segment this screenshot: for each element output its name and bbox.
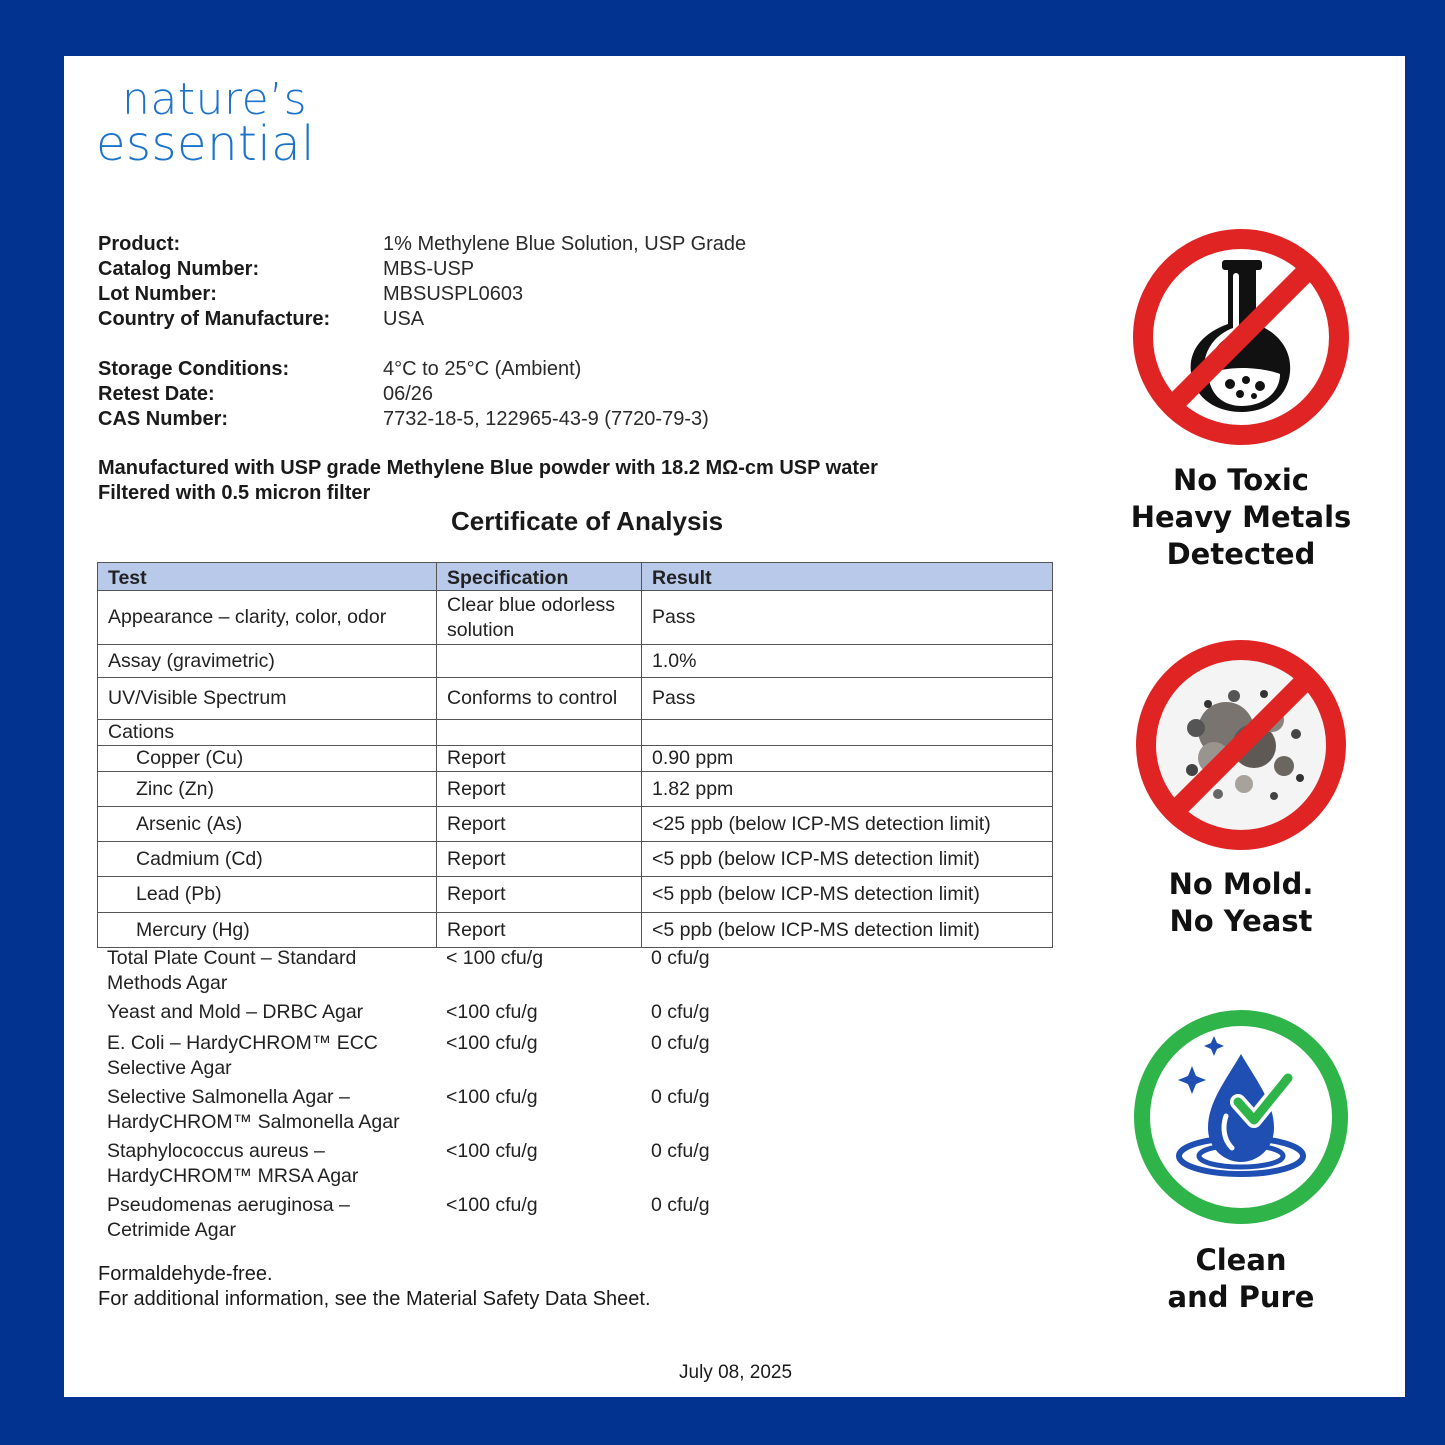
info-row: Catalog Number: MBS-USP [98, 258, 475, 280]
info-row: Lot Number: MBSUSPL0603 [98, 283, 524, 305]
info-row: Storage Conditions: 4°C to 25°C (Ambient) [98, 358, 582, 380]
certificate-title: Certificate of Analysis [451, 506, 724, 536]
badge-caption: No Mold. No Yeast [1168, 867, 1314, 938]
no-mold-icon [1134, 638, 1348, 852]
table-row: Appearance – clarity, color, odor Clear blue odorless solution Pass [98, 591, 1053, 645]
certificate-sheet [64, 56, 1405, 1397]
table-row: Lead (Pb) Report <5 ppb (below ICP-MS detection limit) [98, 877, 1053, 913]
list-item: Selective Salmonella Agar – HardyCHROM™ Salmonella Agar <100 cfu/g 0 cfu/g [107, 1086, 710, 1133]
badge-caption: No Toxic Heavy Metals Detected [1130, 463, 1352, 571]
storage-info [98, 357, 709, 432]
table-row: Zinc (Zn) Report 1.82 ppm [98, 772, 1053, 807]
brand-line-1: nature’s [122, 74, 308, 125]
info-row: Product: 1% Methylene Blue Solution, USP Grade [98, 233, 747, 255]
list-item: Pseudomenas aeruginosa – Cetrimide Agar <100 cfu/g 0 cfu/g [107, 1194, 710, 1241]
list-item: Staphylococcus aureus – HardyCHROM™ MRSA Agar <100 cfu/g 0 cfu/g [107, 1140, 710, 1187]
brand-line-2: essential [96, 116, 315, 172]
badge-caption: Clean and Pure [1167, 1243, 1315, 1314]
brand-logo [96, 74, 315, 172]
list-item: E. Coli – HardyCHROM™ ECC Selective Agar <100 cfu/g 0 cfu/g [107, 1032, 710, 1079]
table-header-row: Test Specification Result [98, 563, 1053, 591]
analysis-table [97, 562, 1053, 948]
table-row: Assay (gravimetric) 1.0% [98, 645, 1053, 678]
footer-notes: Formaldehyde-free. For additional information, see the Material Safety Data Sheet. [98, 1263, 651, 1310]
table-row: Mercury (Hg) Report <5 ppb (below ICP-MS detection limit) [98, 913, 1053, 948]
table-row: Copper (Cu) Report 0.90 ppm [98, 746, 1053, 772]
product-info [98, 232, 746, 332]
table-row: Cadmium (Cd) Report <5 ppb (below ICP-MS detection limit) [98, 842, 1053, 877]
manufacturing-note: Manufactured with USP grade Methylene Blue powder with 18.2 MΩ-cm USP water Filtered with 0.5 micron filter [98, 457, 878, 504]
clean-pure-icon [1130, 1006, 1352, 1228]
microbiology-table [97, 946, 1053, 1247]
no-heavy-metals-icon [1130, 226, 1352, 448]
info-row: Country of Manufacture: USA [98, 308, 425, 330]
table-row: Cations [98, 720, 1053, 746]
info-row: CAS Number: 7732-18-5, 122965-43-9 (7720-79-3) [98, 408, 709, 430]
table-row: UV/Visible Spectrum Conforms to control Pass [98, 678, 1053, 720]
badge-no-mold [1126, 638, 1356, 940]
info-row: Retest Date: 06/26 [98, 383, 434, 405]
issue-date: July 08, 2025 [679, 1362, 793, 1383]
badge-clean-pure [1126, 1006, 1356, 1316]
badge-no-heavy-metals [1126, 226, 1356, 573]
table-row: Arsenic (As) Report <25 ppb (below ICP-MS detection limit) [98, 807, 1053, 842]
list-item: Yeast and Mold – DRBC Agar <100 cfu/g 0 cfu/g [107, 1001, 710, 1023]
list-item: Total Plate Count – Standard Methods Agar < 100 cfu/g 0 cfu/g [107, 947, 710, 994]
